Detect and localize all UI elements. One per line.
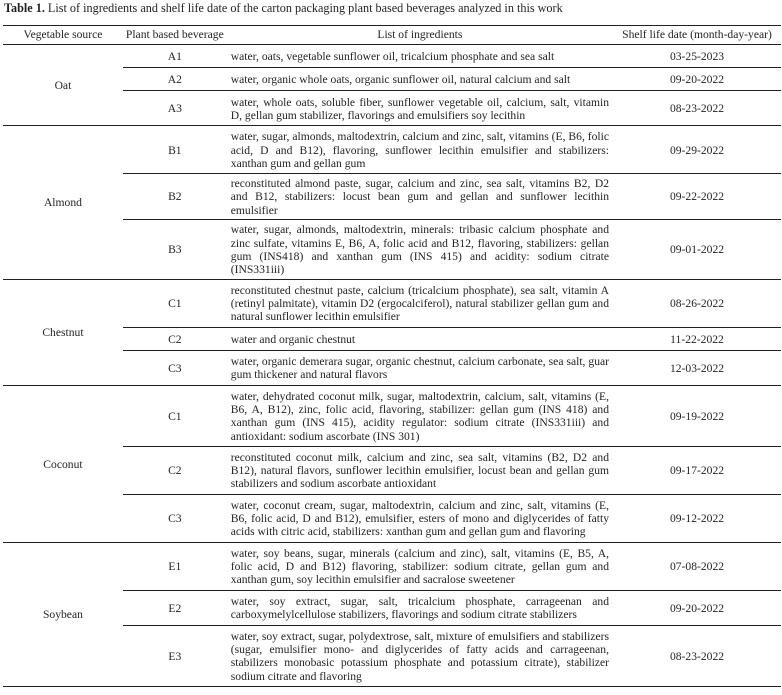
beverage-code: C1 <box>123 279 227 327</box>
ingredients-cell: reconstituted almond paste, sugar, calcium and zinc, sea salt, vitamins B2, D2 and B12, stabilizers: locust bean gum and gellan and sunflower lecithin emulsifier <box>227 174 613 220</box>
beverage-code: C3 <box>123 350 227 385</box>
ingredients-cell: water, soy extract, sugar, polydextrose, salt, mixture of emulsifiers and stabilizers (sugar, emulsifier mono- and diglycerides of fatty acids and carrageenan, stabilizers monobasic potassium phosphate and potassium citrate), stabilizer sodium citrate and flavoring <box>227 625 613 686</box>
ingredients-cell: water, organic whole oats, organic sunflower oil, natural calcium and salt <box>227 68 613 91</box>
shelf-life-date: 09-12-2022 <box>613 494 781 542</box>
shelf-life-date: 08-23-2022 <box>613 625 781 686</box>
table-row <box>3 45 781 68</box>
vegetable-source-cell: Chestnut <box>3 279 123 385</box>
beverage-code: B3 <box>123 219 227 279</box>
header-ingredients: List of ingredients <box>227 26 613 45</box>
table-row <box>3 126 781 174</box>
ingredients-cell: water and organic chestnut <box>227 327 613 350</box>
ingredients-cell: water, sugar, almonds, maltodextrin, calcium and zinc, salt, vitamins (E, B6, folic acid, D and B12), flavoring, sunflower lecithin emulsifier and stabilizers: xanthan gum and gellan gum <box>227 126 613 174</box>
beverage-code: C1 <box>123 385 227 446</box>
shelf-life-date: 12-03-2022 <box>613 350 781 385</box>
shelf-life-date: 09-01-2022 <box>613 219 781 279</box>
shelf-life-date: 08-23-2022 <box>613 91 781 126</box>
ingredients-cell: water, whole oats, soluble fiber, sunflower vegetable oil, calcium, salt, vitamin D, gellan gum stabilizer, flavorings and emulsifiers soy lecithin <box>227 91 613 126</box>
ingredients-cell: water, organic demerara sugar, organic chestnut, calcium carbonate, sea salt, guar gum thickener and natural flavors <box>227 350 613 385</box>
beverage-code: C3 <box>123 494 227 542</box>
ingredients-cell: water, soy extract, sugar, salt, tricalcium phosphate, carrageenan and carboxymelylcellulose stabilizers, flavorings and sodium citrate stabilizers <box>227 590 613 625</box>
beverage-code: A1 <box>167 50 182 64</box>
header-plant-beverage: Plant based beverage <box>123 26 227 45</box>
table-row <box>3 385 781 446</box>
header-shelf-life: Shelf life date (month-day-year) <box>613 26 781 45</box>
shelf-life-date: 07-08-2022 <box>613 542 781 590</box>
beverage-code: B2 <box>123 174 227 220</box>
beverage-code: C2 <box>123 327 227 350</box>
shelf-life-date: 03-25-2023 <box>669 50 725 64</box>
shelf-life-date: 09-29-2022 <box>613 126 781 174</box>
shelf-life-date: 09-22-2022 <box>613 174 781 220</box>
caption-text: List of ingredients and shelf life date of the carton packaging plant based beverages analyzed in this work <box>44 1 563 15</box>
ingredients-cell: water, oats, vegetable sunflower oil, tricalcium phosphate and sea salt <box>230 50 555 64</box>
table-row <box>3 279 781 327</box>
shelf-life-date: 09-20-2022 <box>613 68 781 91</box>
ingredients-cell: reconstituted chestnut paste, calcium (tricalcium phosphate), sea salt, vitamin A (retinyl palmitate), vitamin D2 (ergocalciferol), natural stabilizer gellan gum and natural sunflower lecithin emulsifier <box>227 279 613 327</box>
beverage-code: A2 <box>123 68 227 91</box>
table-caption <box>4 1 563 16</box>
shelf-life-date: 08-26-2022 <box>613 279 781 327</box>
vegetable-source-cell: Almond <box>3 126 123 280</box>
beverage-code: C2 <box>123 446 227 494</box>
ingredients-cell: water, sugar, almonds, maltodextrin, minerals: tribasic calcium phosphate and zinc sulfate, vitamins E, B6, A, folic acid and B12, flavoring, stabilizers: gellan gum (INS418) and xanthan gum (INS 415) and acidity: sodium citrate (INS331iii) <box>227 219 613 279</box>
ingredients-table <box>3 25 781 687</box>
ingredients-cell: reconstituted coconut milk, calcium and zinc, sea salt, vitamins (B2, D2 and B12), natural flavors, sunflower lecithin emulsifier, locust bean and gellan gum stabilizers and sodium ascorbate antioxidant <box>227 446 613 494</box>
beverage-code: A3 <box>123 91 227 126</box>
vegetable-source-cell: Coconut <box>3 385 123 542</box>
beverage-code: B1 <box>123 126 227 174</box>
ingredients-cell: water, coconut cream, sugar, maltodextrin, calcium and zinc, salt, vitamins (E, B6, folic acid, D and B12), emulsifier, esters of mono and diglycerides of fatty acids with citric acid, stabilizers: xanthan gum and gellan gum and flavoring <box>227 494 613 542</box>
header-vegetable-source: Vegetable source <box>3 26 123 45</box>
ingredients-cell: water, soy beans, sugar, minerals (calcium and zinc), salt, vitamins (E, B5, A, folic acid, D and B12) flavoring, stabilizer: sodium citrate, gellan gum and xanthan gum, soy lecithin emulsifier and sacralose sweetener <box>227 542 613 590</box>
vegetable-source-cell: Oat <box>3 45 123 126</box>
shelf-life-date: 11-22-2022 <box>613 327 781 350</box>
shelf-life-date: 09-19-2022 <box>613 385 781 446</box>
ingredients-cell: water, dehydrated coconut milk, sugar, maltodextrin, calcium, salt, vitamins (E, B6, A, B12), zinc, folic acid, flavoring, stabilizer: gellan gum (INS 418) and xanthan gum (INS 415), acidity regulator: sodium citrate (INS331iii) and antioxidant: sodium ascorbate (INS 301) <box>227 385 613 446</box>
shelf-life-date: 09-17-2022 <box>613 446 781 494</box>
beverage-code: E2 <box>123 590 227 625</box>
header-row <box>3 26 781 45</box>
vegetable-source-cell: Soybean <box>3 542 123 686</box>
shelf-life-date: 09-20-2022 <box>613 590 781 625</box>
table-label: Table 1. <box>4 1 45 15</box>
table-row <box>3 542 781 590</box>
beverage-code: E1 <box>123 542 227 590</box>
beverage-code: E3 <box>123 625 227 686</box>
